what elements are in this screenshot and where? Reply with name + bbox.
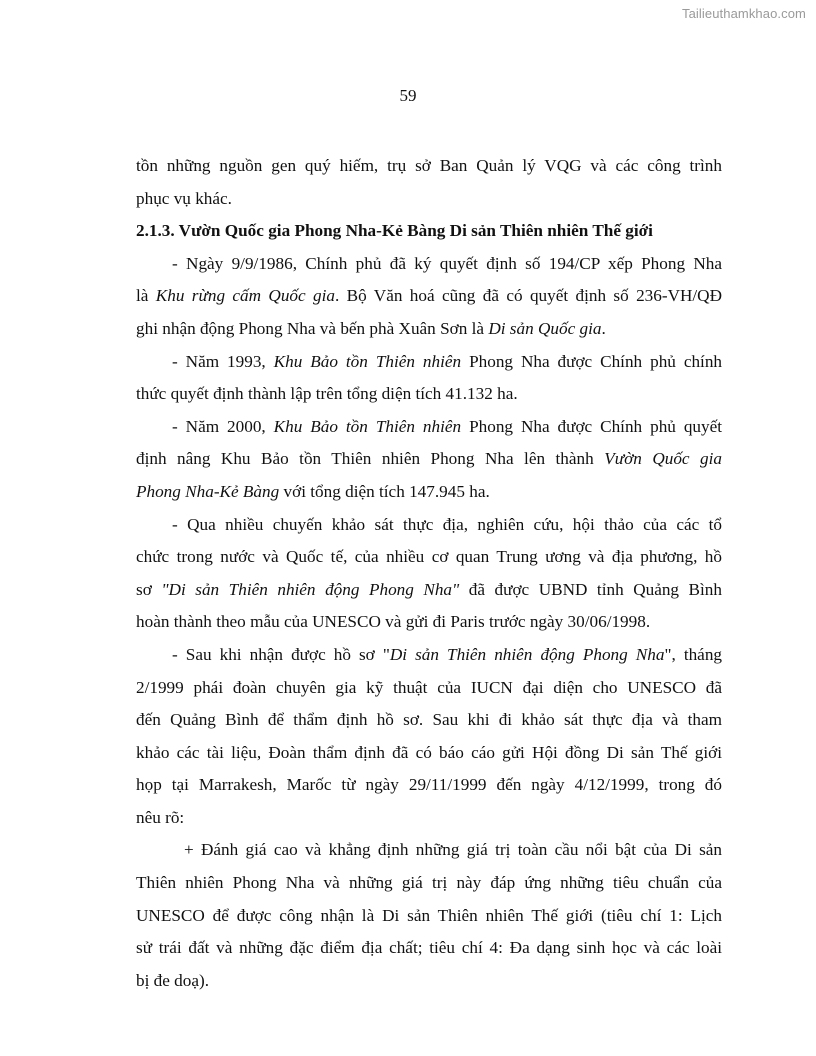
paragraph-line: - Năm 2000, Khu Bảo tồn Thiên nhiên Phong Nha được Chính phủ quyết — [172, 416, 723, 436]
paragraph-line: là Khu rừng cấm Quốc gia. Bộ Văn hoá cũng đã có quyết định số 236-VH/QĐ — [136, 286, 723, 306]
paragraph-line: sử trái đất và những đặc điểm địa chất; tiêu chí 4: Đa dạng sinh học và các loài — [136, 938, 722, 958]
paragraph-line: - Năm 1993, Khu Bảo tồn Thiên nhiên Phong Nha được Chính phủ chính — [172, 351, 723, 371]
paragraph-line: Phong Nha-Kẻ Bàng với tổng diện tích 147.945 ha. — [136, 481, 490, 501]
document-body — [136, 150, 722, 997]
paragraph-line: đến Quảng Bình để thẩm định hồ sơ. Sau khi đi khảo sát thực địa và tham — [136, 710, 722, 730]
paragraph-line: hoàn thành theo mẫu của UNESCO và gửi đi Paris trước ngày 30/06/1998. — [136, 612, 651, 632]
paragraph-line: chức trong nước và Quốc tế, của nhiều cơ quan Trung ương và địa phương, hồ — [136, 547, 722, 567]
paragraph-line: - Sau khi nhận được hồ sơ "Di sản Thiên nhiên động Phong Nha", tháng — [172, 644, 723, 664]
paragraph-line: nêu rõ: — [136, 807, 185, 827]
paragraph-line: sơ "Di sản Thiên nhiên động Phong Nha" đã được UBND tỉnh Quảng Bình — [136, 579, 722, 599]
paragraph-line: định nâng Khu Bảo tồn Thiên nhiên Phong Nha lên thành Vườn Quốc gia — [136, 449, 722, 469]
paragraph-line: - Qua nhiều chuyến khảo sát thực địa, nghiên cứu, hội thảo của các tổ — [172, 514, 722, 534]
paragraph-line: Thiên nhiên Phong Nha và những giá trị này đáp ứng những tiêu chuẩn của — [136, 873, 722, 893]
paragraph-line: UNESCO để được công nhận là Di sản Thiên nhiên Thế giới (tiêu chí 1: Lịch — [136, 905, 722, 925]
paragraph-line: thức quyết định thành lập trên tổng diện tích 41.132 ha. — [136, 384, 518, 404]
paragraph-line: khảo các tài liệu, Đoàn thẩm định đã có báo cáo gửi Hội đồng Di sản Thế giới — [136, 742, 722, 762]
paragraph-line: 2/1999 phái đoàn chuyên gia kỹ thuật của IUCN đại diện cho UNESCO đã — [136, 677, 722, 697]
paragraph-line: ghi nhận động Phong Nha và bến phà Xuân Sơn là Di sản Quốc gia. — [136, 318, 606, 338]
paragraph-line: - Ngày 9/9/1986, Chính phủ đã ký quyết định số 194/CP xếp Phong Nha — [172, 253, 722, 273]
paragraph-line: họp tại Marrakesh, Marốc từ ngày 29/11/1999 đến ngày 4/12/1999, trong đó — [136, 775, 722, 795]
section-heading: 2.1.3. Vườn Quốc gia Phong Nha-Kẻ Bàng Di sản Thiên nhiên Thế giới — [136, 221, 653, 241]
paragraph-line: phục vụ khác. — [136, 188, 232, 208]
watermark-text: Tailieuthamkhao.com — [681, 6, 806, 21]
paragraph-line: bị đe doạ). — [136, 970, 210, 990]
page-number: 59 — [399, 86, 417, 105]
paragraph-line: tồn những nguồn gen quý hiếm, trụ sở Ban Quản lý VQG và các công trình — [136, 156, 722, 175]
paragraph-line: + Đánh giá cao và khẳng định những giá trị toàn cầu nổi bật của Di sản — [184, 840, 722, 860]
